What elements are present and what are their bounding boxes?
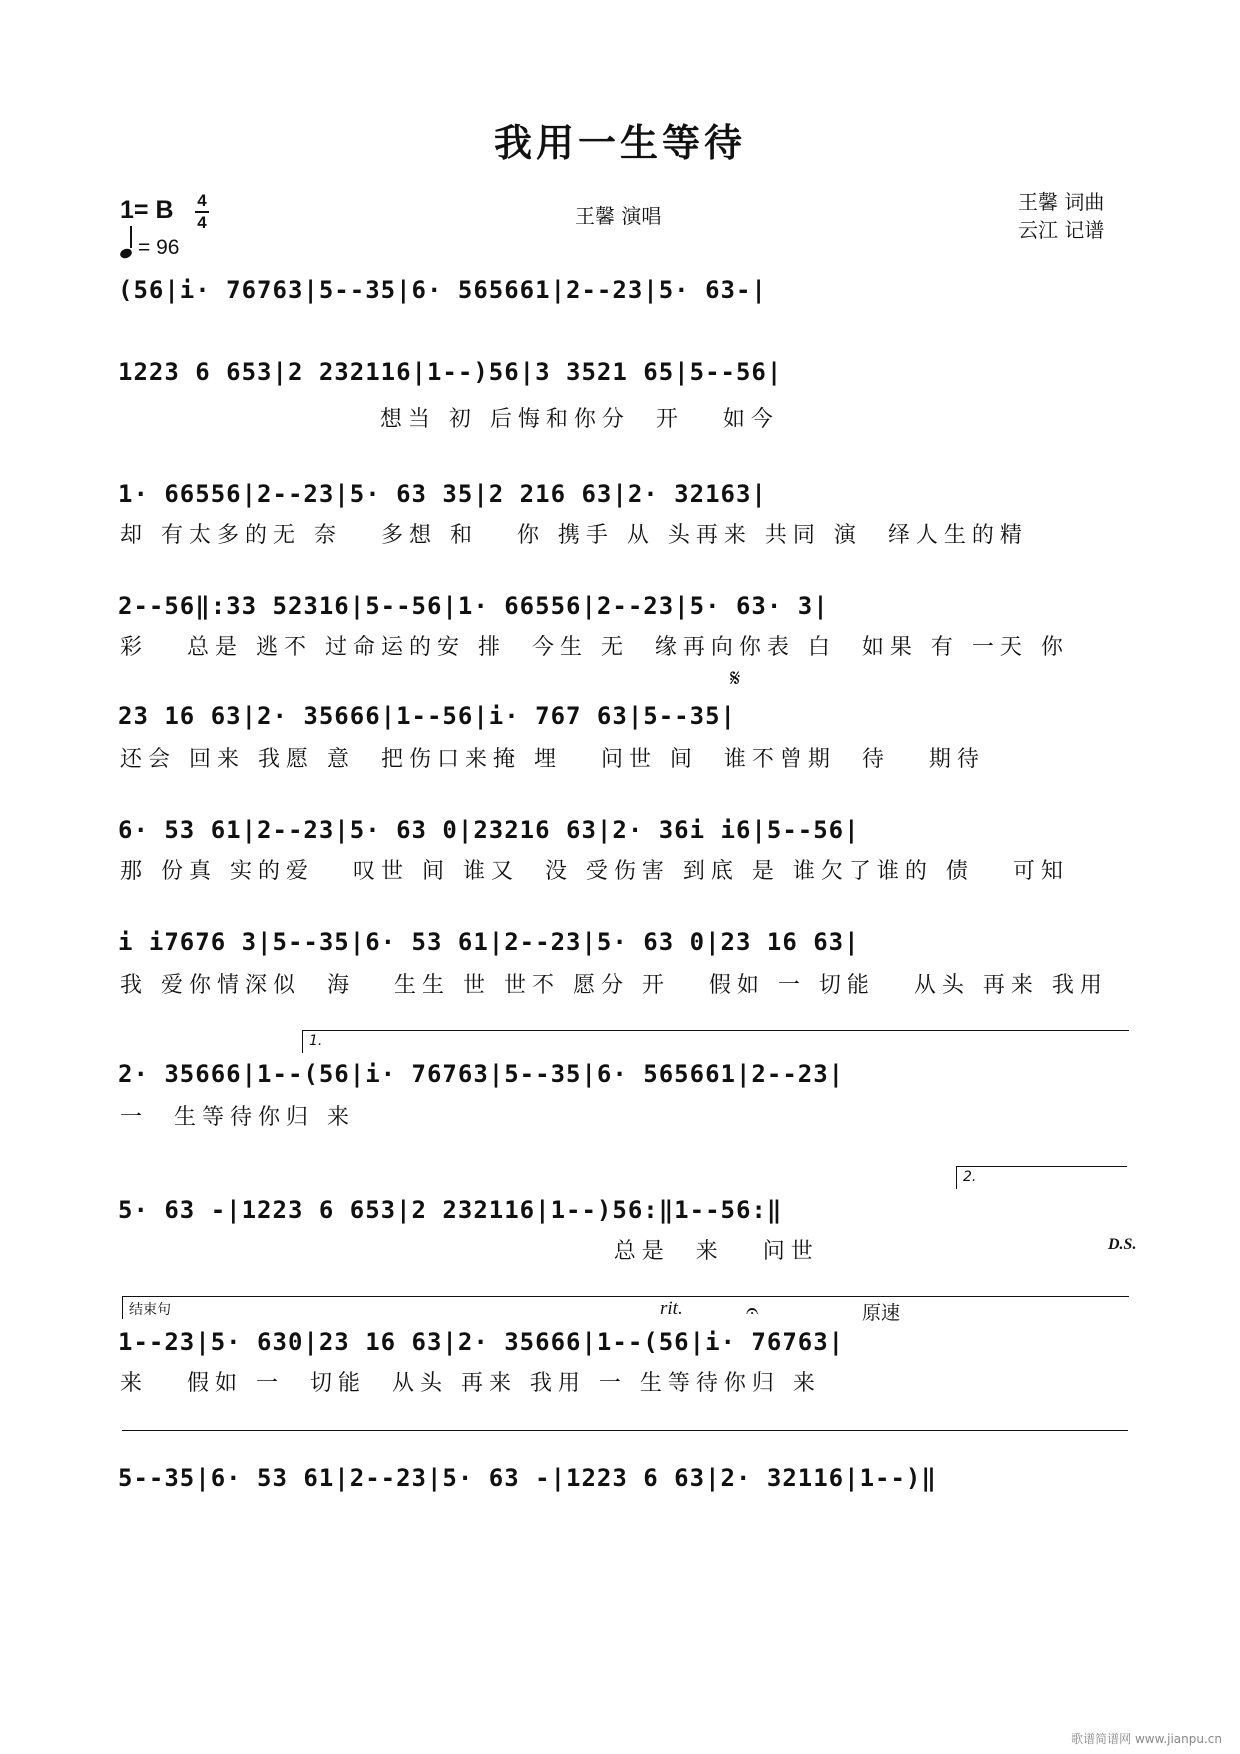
volta-ending-phrase: 结束句 [122, 1296, 1129, 1319]
tempo-value: = 96 [138, 236, 180, 259]
staff-line-4: 2--56‖:33 52316|5--56|1· 66556|2--23|5· 63· 3| [118, 592, 829, 620]
lyric-line-7: 我 爱你情深似 海 生生 世 世不 愿分 开 假如 一 切能 从头 再来 我用 [120, 973, 1108, 998]
fermata-sign: 𝄐 [746, 1298, 759, 1323]
singer-credit: 王馨 演唱 [575, 204, 662, 228]
time-sig-top: 4 [197, 191, 207, 210]
key-signature: 1= B [120, 196, 174, 224]
lyric-line-3: 却 有太多的无 奈 多想 和 你 携手 从 头再来 共同 演 绎人生的精 [120, 523, 1028, 548]
staff-line-8: 2· 35666|1--(56|i· 76763|5--35|6· 565661|2--23| [118, 1060, 845, 1088]
ds-marking: D.S. [1108, 1236, 1137, 1253]
tempo-marking [120, 232, 179, 260]
staff-line-7: i i7676 3|5--35|6· 53 61|2--23|5· 63 0|23 16 63| [118, 928, 860, 956]
transcriber-credit: 云江 记谱 [1018, 218, 1105, 242]
lyric-line-9: 总是 来 问世 [120, 1239, 819, 1264]
staff-line-10: 1--23|5· 630|23 16 63|2· 35666|1--(56|i· 76763| [118, 1328, 845, 1356]
staff-line-6: 6· 53 61|2--23|5· 63 0|23216 63|2· 36i i6|5--56| [118, 816, 860, 844]
volta-first-ending: 1. [302, 1030, 1129, 1053]
time-sig-bottom: 4 [197, 213, 207, 232]
lyric-line-8: 一 生等待你归 来 [120, 1105, 355, 1130]
segno-sign: 𝄋 [730, 666, 741, 692]
a-tempo-marking: 原速 [862, 1303, 901, 1324]
staff-line-1: (56|i· 76763|5--35|6· 565661|2--23|5· 63-| [118, 276, 767, 304]
song-title: 我用一生等待 [493, 120, 746, 165]
staff-line-5: 23 16 63|2· 35666|1--56|i· 767 63|5--35| [118, 702, 736, 730]
lyric-line-5: 还会 回来 我愿 意 把伤口来掩 埋 问世 间 谁不曾期 待 期待 [120, 747, 985, 772]
lyrics-music-credit: 王馨 词曲 [1018, 190, 1105, 214]
lyric-line-2: 想当 初 后悔和你分 开 如今 [120, 407, 779, 432]
quarter-note-icon [119, 247, 133, 260]
staff-line-9: 5· 63 -|1223 6 653|2 232116|1--)56:‖1--56:‖ [118, 1196, 783, 1224]
bracket-line [122, 1430, 1128, 1453]
time-signature [195, 192, 209, 232]
staff-line-3: 1· 66556|2--23|5· 63 35|2 216 63|2· 32163| [118, 480, 767, 508]
site-watermark: 歌谱简谱网 www.jianpu.cn [1071, 1732, 1222, 1746]
rit-marking: rit. [660, 1298, 683, 1319]
lyric-line-6: 那 份真 实的爱 叹世 间 谁又 没 受伤害 到底 是 谁欠了谁的 债 可知 [120, 859, 1069, 884]
lyric-line-4: 彩 总是 逃不 过命运的安 排 今生 无 缘再向你表 白 如果 有 一天 你 [120, 635, 1069, 660]
lyric-line-10: 来 假如 一 切能 从头 再来 我用 一 生等待你归 来 [120, 1371, 821, 1396]
staff-line-2: 1223 6 653|2 232116|1--)56|3 3521 65|5--56| [118, 358, 783, 386]
staff-line-11: 5--35|6· 53 61|2--23|5· 63 -|1223 6 63|2· 32116|1--)‖ [118, 1464, 937, 1492]
volta-second-ending: 2. [956, 1166, 1127, 1189]
